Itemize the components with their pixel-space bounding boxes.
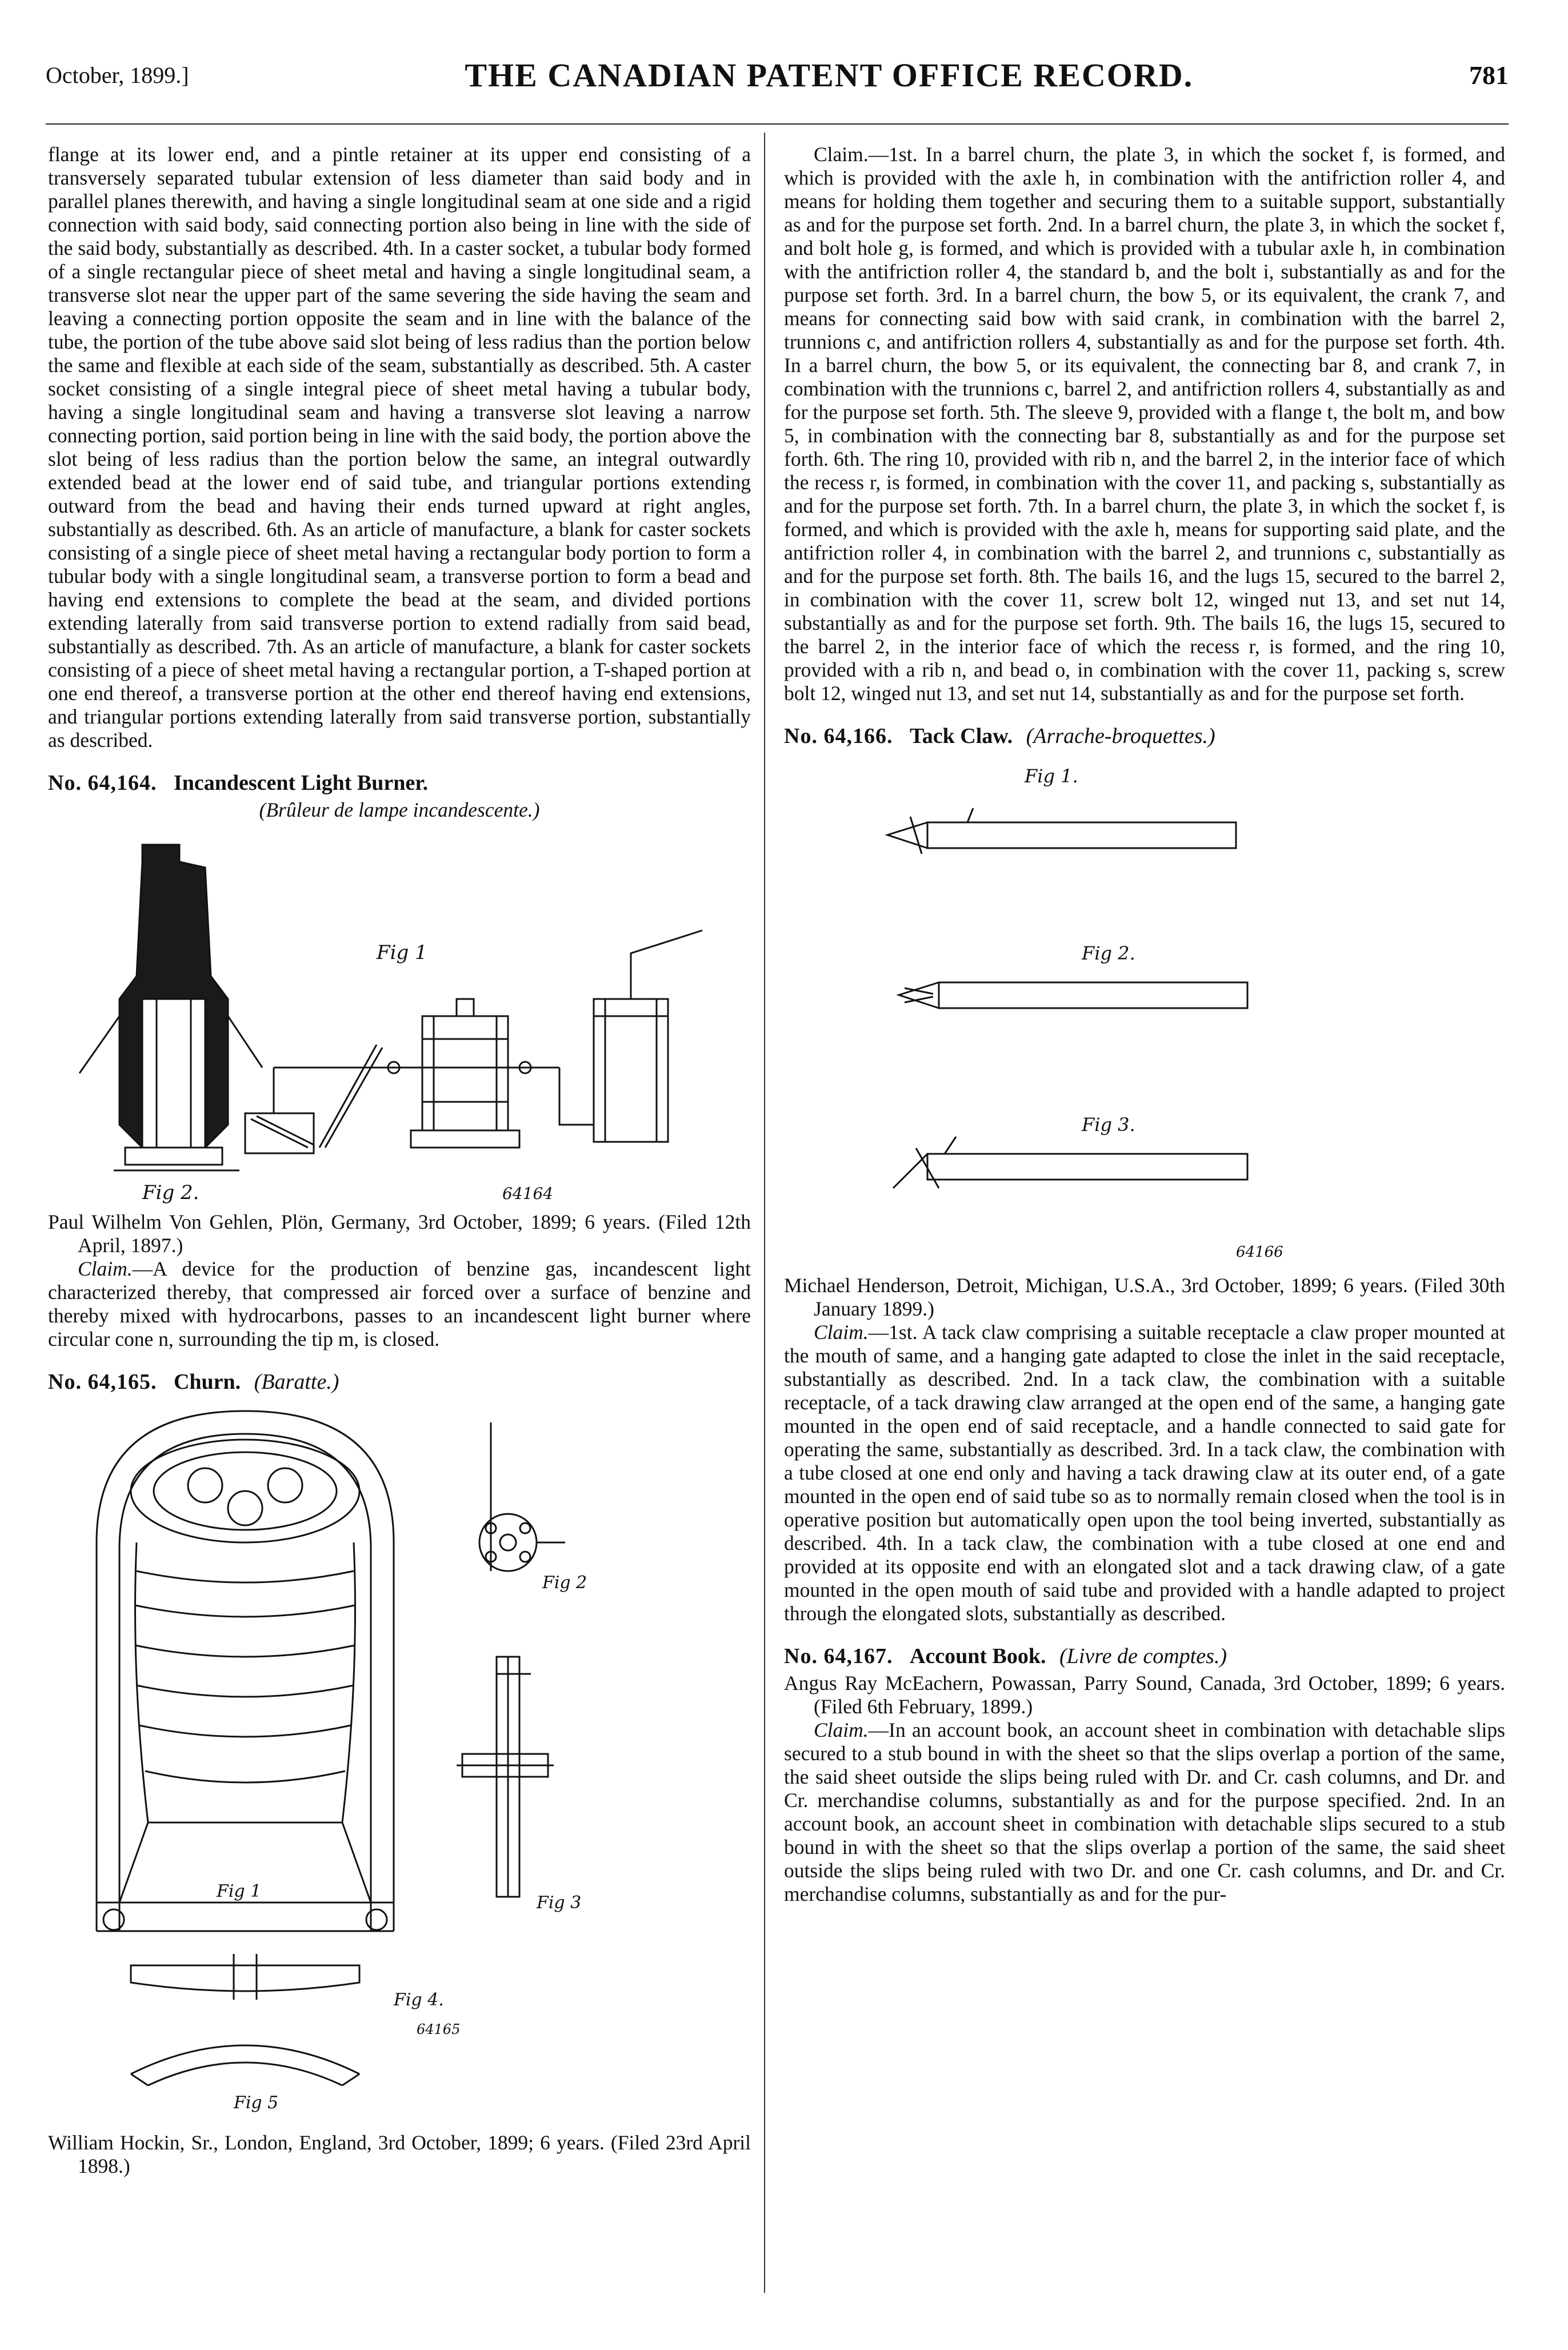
- tack-claw-fig3-drawing: [893, 1137, 1247, 1188]
- right-column: [784, 143, 1505, 1906]
- inventor-64167: Angus Ray McEachern, Powassan, Parry Sound, Canada, 3rd October, 1899; 6 years. (Filed 6th February, 1899.): [784, 1672, 1505, 1718]
- churn-claims: Claim.—1st. In a barrel churn, the plate 3, in which the socket f, is formed, and which is provided with the axle h, in combination with the antifriction roller 4, and means for holding them together and securing them to a suitable support, substantially as and for the purpose set forth. 2nd. In a barrel churn, the plate 3, in which the socket f, and bolt hole g, is formed, and which is provided with a tubular axle h, in combination with the antifriction roller 4, the standard b, and the bolt i, substantially as and for the purpose set forth. 3rd. In a barrel churn, the bow 5, or its equivalent, the crank 7, and means for connecting said bow with said crank, in combination with the barrel 2, trunnions c, and antifriction rollers 4, substantially as and for the purpose set forth. 4th. In a barrel churn, the bow 5, or its equivalent, the connecting bar 8, and crank 7, in combination with the trunnions c, barrel 2, and antifriction rollers 4, substantially as and for the purpose set forth. 5th. The sleeve 9, provided with a flange t, the bolt m, and bow 5, in combination with the connecting bar 8, substantially as and for the purpose set forth. 6th. The ring 10, provided with rib n, and the barrel 2, in the interior face of which the recess r, is formed, in combination with the cover 11, and packing s, substantially as and for the purpose set forth. 7th. In a barrel churn, the plate 3, in which the socket f, is formed, and which is provided with the axle h, means for supporting said plate, and the antifriction roller 4, in combination with the barrel 2, and trunnions c, substantially as and for the purpose set forth. 8th. The bails 16, and the lugs 15, secured to the barrel 2, in combination with the cover 11, screw bolt 12, winged nut 13, and set nut 14, substantially as and for the purpose set forth. 9th. The bails 16, the lugs 15, secured to the barrel 2, in the interior face of which the recess r, is formed, and the ring 10, provided with a rib n, and bead o, in combination with the cover 11, packing s, screw bolt 12, winged nut 13, and set nut 14, substantially as and for the purpose set forth.: [784, 143, 1505, 705]
- fig4-label: Fig 4.: [394, 1990, 444, 2010]
- fig5-label: Fig 5: [234, 2093, 279, 2113]
- patent-heading-64167: [784, 1645, 1505, 1668]
- patent-heading-64166: [784, 725, 1505, 748]
- french-title: (Livre de comptes.): [1059, 1644, 1227, 1668]
- left-column: [48, 143, 751, 2178]
- claim-text-64164: —A device for the production of benzine gas, incandescent light characterized thereby, that compressed air forced over a surface of benzine and thereby mixed with hydrocarbons, passes to an incandescent light burner where circular cone n, surrounding the tip m, is closed.: [48, 1257, 751, 1350]
- vessel-drawing: [559, 930, 702, 1142]
- tack-claw-figure: [802, 754, 1487, 1268]
- cylinder-drawing: [365, 999, 559, 1148]
- patent-name: Tack Claw.: [909, 724, 1013, 748]
- fig3-label: Fig 3.: [1082, 1114, 1135, 1136]
- churn-fig3-drawing: [457, 1657, 554, 1897]
- header-rule: [46, 123, 1509, 125]
- patent-number: No. 64,164.: [48, 771, 157, 795]
- french-title: (Brûleur de lampe incandescente.): [259, 798, 540, 821]
- claim-label: Claim.: [814, 1718, 869, 1741]
- fig1-label: Fig 1: [217, 1881, 262, 1901]
- fig1-label: Fig 1: [377, 941, 427, 964]
- patent-name: Account Book.: [909, 1644, 1046, 1668]
- tack-claw-fig1-drawing: [887, 808, 1236, 854]
- fig2-label: Fig 2: [542, 1573, 587, 1593]
- patent-number: No. 64,165.: [48, 1370, 157, 1394]
- figure-number: 64164: [502, 1184, 554, 1203]
- claim-label: Claim.: [78, 1257, 133, 1280]
- fig1-label: Fig 1.: [1025, 765, 1078, 787]
- claim-text-64167: —In an account book, an account sheet in combination with detachable slips secured to a stub bound in with the sheet so that the slips overlap a portion of the same, the said sheet outside the slips being ruled with Dr. and Cr. cash columns, and Dr. and Cr. merchandise columns, substantially as and for the purpose specified. 2nd. In an account book, an account sheet in combination with detachable slips secured to a stub bound in with the sheet so that the slips overlap a portion of the same, the said sheet outside the slips being ruled with two Dr. and one Cr. cash columns, and Dr. and Cr. merchandise columns, substantially as and for the pur-: [784, 1718, 1505, 1905]
- burner-figure: [57, 828, 742, 1205]
- fig3-label: Fig 3: [537, 1893, 582, 1913]
- patent-number: No. 64,167.: [784, 1644, 893, 1668]
- patent-heading-64164: [48, 772, 751, 795]
- page-header: [46, 55, 1509, 95]
- figure-number: 64166: [1236, 1244, 1283, 1261]
- churn-fig4-drawing: [131, 1954, 359, 2000]
- churn-fig1-drawing: [97, 1411, 394, 1931]
- patent-name: Incandescent Light Burner.: [173, 771, 429, 795]
- inventor-64166: Michael Henderson, Detroit, Michigan, U.S.A., 3rd October, 1899; 6 years. (Filed 30th January 1899.): [784, 1274, 1505, 1320]
- page-number: 781: [1469, 60, 1509, 90]
- column-divider: [764, 133, 765, 2293]
- churn-figure: [62, 1400, 737, 2125]
- inventor-64164: Paul Wilhelm Von Gehlen, Plön, Germany, 3rd October, 1899; 6 years. (Filed 12th April, 1897.): [48, 1210, 751, 1257]
- fig2-label: Fig 2.: [142, 1181, 199, 1204]
- patent-number: No. 64,166.: [784, 724, 893, 748]
- claim-text-64166: —1st. A tack claw comprising a suitable receptacle a claw proper mounted at the mouth of same, and a hanging gate adapted to close the inlet in the said receptacle, substantially as described. 2nd. In a tack claw, the combination with a suitable receptacle, of a tack drawing claw arranged at the open end of the same, a hanging gate mounted in the open end of said receptacle, and a handle connected to said gate for operating the same, substantially as described. 3rd. In a tack claw, the combination with a tube closed at one end only and having a tack drawing claw at its outer end, of a gate mounted in the open end of said tube so as to normally remain closed when the tool is in operative position but automatically open upon the tool being inverted, substantially as described. 4th. In a tack claw, the combination with a tube closed at one end and provided at its opposite end with an elongated slot and a tack drawing claw, of a gate mounted in the open mouth of said tube and provided with a handle adapted to project through the elongated slots, substantially as described.: [784, 1321, 1505, 1625]
- figure-number: 64165: [417, 2021, 461, 2037]
- inventor-64165: William Hockin, Sr., London, England, 3rd October, 1899; 6 years. (Filed 23rd April 1898.): [48, 2131, 751, 2177]
- churn-fig5-drawing: [131, 2045, 359, 2085]
- journal-title: THE CANADIAN PATENT OFFICE RECORD.: [465, 56, 1194, 94]
- claim-label: Claim.: [814, 1321, 869, 1344]
- patent-heading-64165: [48, 1370, 751, 1394]
- french-title: (Arrache-broquettes.): [1026, 724, 1215, 748]
- continuation-text: flange at its lower end, and a pintle retainer at its upper end consisting of a transversely separated tubular extension of less diameter than said body and in parallel planes therewith, and having a single longitudinal seam at one side and a rigid connection with said body, said connecting portion also being in line with the side of the said body, substantially as described. 4th. In a caster socket, a tubular body formed of a single rectangular piece of sheet metal and having a single longitudinal seam, a transverse slot near the upper part of the same severing the side having the seam and leaving a connecting portion opposite the seam and in line with the balance of the tube, the portion of the tube above said slot being of less radius than the portion below the same and flexible at each side of the seam, substantially as described. 5th. A caster socket consisting of a single integral piece of sheet metal having a tubular body, having a single longitudinal seam and having a transverse slot leaving a narrow connecting portion, said portion being in line with the said body, the portion above the slot being of less radius than the portion below the same, an integral outwardly extended bead at the lower end of said tube, and triangular portions extending outward from the bead and having their ends turned upward at right angles, substantially as described. 6th. As an article of manufacture, a blank for caster sockets consisting of a single piece of sheet metal having a rectangular body portion to form a tubular body with a single longitudinal seam, a transverse portion to form a bead and having end extensions to complete the bead at the seam, and divided portions extending laterally from said transverse portion to extend radially from said bead, substantially as described. 7th. As an article of manufacture, a blank for caster sockets consisting of a piece of sheet metal having a rectangular portion, a T-shaped portion at one end thereof, a transverse portion at the other end thereof having end extensions, and triangular portions extending laterally from said transverse portion, substantially as described.: [48, 143, 751, 752]
- tack-claw-fig2-drawing: [899, 982, 1247, 1008]
- fig2-label: Fig 2.: [1082, 942, 1135, 964]
- tank-drawing: [245, 1045, 382, 1153]
- burner-drawing: [79, 845, 262, 1170]
- header-date: October, 1899.]: [46, 62, 189, 88]
- patent-name: Churn.: [173, 1370, 241, 1394]
- churn-fig2-drawing: [479, 1422, 565, 1571]
- french-title: (Baratte.): [254, 1370, 339, 1394]
